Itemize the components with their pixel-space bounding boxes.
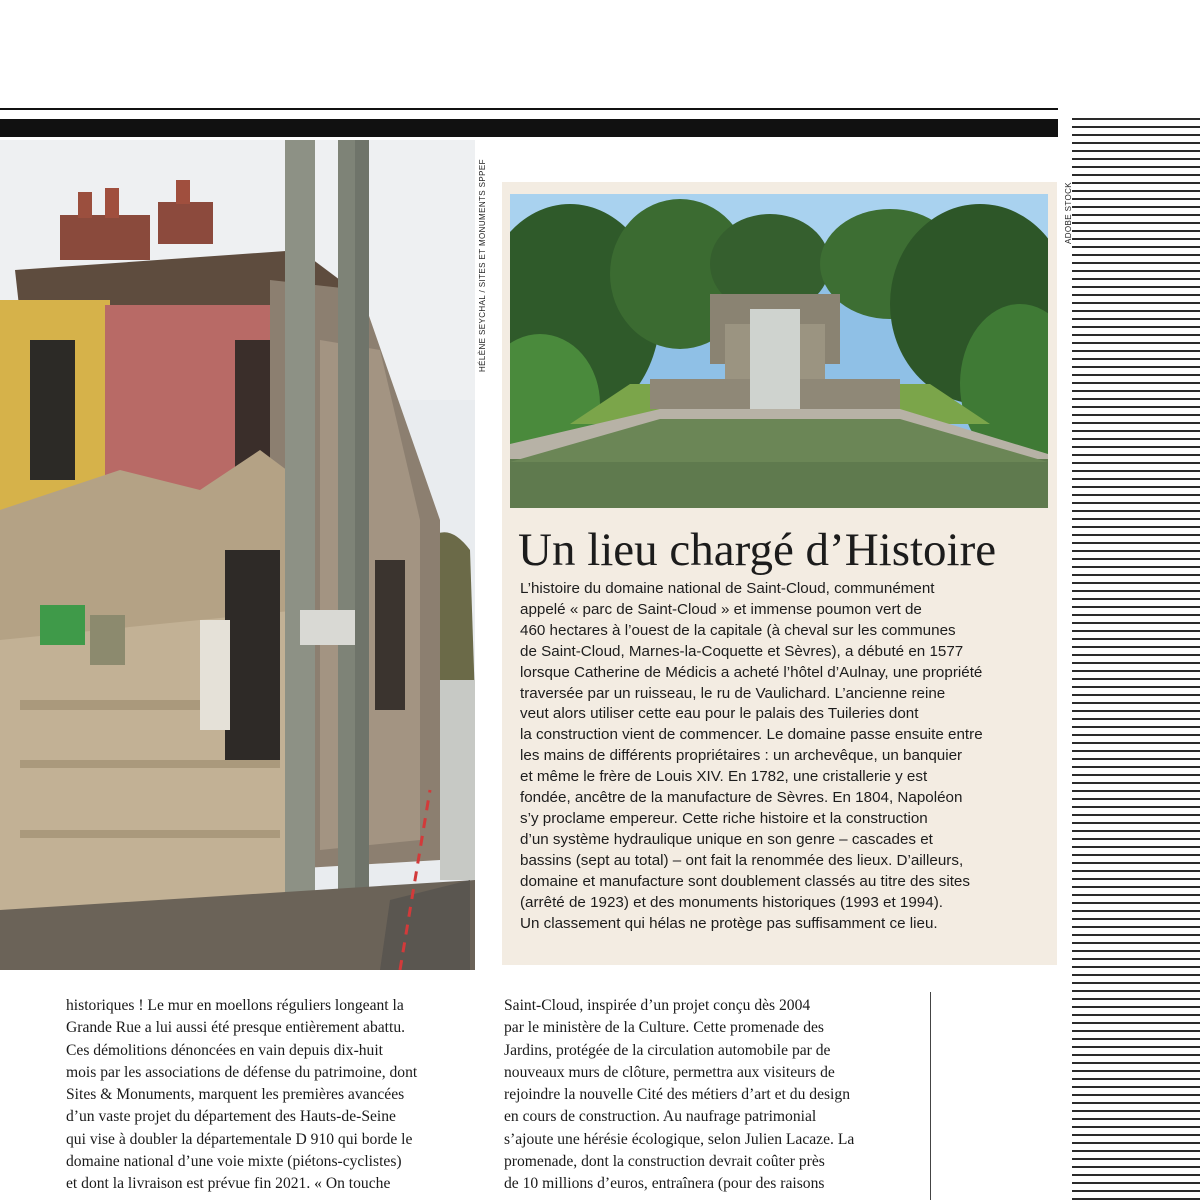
- article-line: qui vise à doubler la départementale D 910 qui borde le: [66, 1130, 413, 1148]
- article-line: et dont la livraison est prévue fin 2021. « On touche: [66, 1175, 391, 1193]
- article-line: de 10 millions d’euros, entraînera (pour des raisons: [504, 1175, 825, 1193]
- article-line: Sites & Monuments, marquent les premières avancées: [66, 1086, 405, 1104]
- sidebar-line: Un classement qui hélas ne protège pas suffisamment ce lieu.: [520, 914, 938, 932]
- right-photo-credit: ADOBE STOCK: [1064, 181, 1073, 244]
- article-line: mois par les associations de défense du patrimoine, dont: [66, 1063, 418, 1081]
- article-line: historiques ! Le mur en moellons réguliers longeant la: [66, 997, 404, 1014]
- article-line: rejoindre la nouvelle Cité des métiers d’art et du design: [504, 1086, 850, 1104]
- left-photo-credit: HÉLÈNE SEYCHAL / SITES ET MONUMENTS SPPEF: [478, 159, 487, 372]
- article-column-left: [66, 995, 478, 1196]
- sidebar-line: traversée par un ruisseau, le ru de Vaulichard. L’ancienne reine: [520, 684, 946, 702]
- article-line: d’un vaste projet du département des Hauts-de-Seine: [66, 1108, 396, 1126]
- article-line: Jardins, protégée de la circulation automobile par de: [504, 1041, 831, 1059]
- article-line: par le ministère de la Culture. Cette promenade des: [504, 1019, 824, 1037]
- demolished-house-photo: [0, 140, 475, 970]
- top-rule-thick: [0, 119, 1058, 137]
- column-divider: [930, 992, 931, 1200]
- sidebar-line: de Saint-Cloud, Marnes-la-Coquette et Sèvres), a débuté en 1577: [520, 642, 964, 660]
- article-line: nouveaux murs de clôture, permettra aux visiteurs de: [504, 1063, 835, 1081]
- article-line: s’ajoute une hérésie écologique, selon Julien Lacaze. La: [504, 1130, 855, 1148]
- sidebar-line: lorsque Catherine de Médicis a acheté l’hôtel d’Aulnay, une propriété: [520, 663, 983, 681]
- article-line: domaine national d’une voie mixte (piétons-cyclistes): [66, 1153, 402, 1171]
- sidebar-line: (arrêté de 1923) et des monuments historiques (1993 et 1994).: [520, 893, 943, 911]
- sidebar-body: [520, 579, 1045, 934]
- sidebar-line: les mains de différents propriétaires : un archevêque, un banquier: [520, 747, 963, 765]
- sidebar-line: la construction vient de commencer. Le domaine passe ensuite entre: [520, 726, 983, 744]
- sidebar-line: appelé « parc de Saint-Cloud » et immense poumon vert de: [520, 600, 922, 618]
- sidebar-line: domaine et manufacture sont doublement classés au titre des sites: [520, 872, 970, 890]
- decorative-stripes: [1072, 112, 1200, 1200]
- sidebar-line: L’histoire du domaine national de Saint-Cloud, communément: [520, 580, 935, 597]
- sidebar-line: et même le frère de Louis XIV. En 1782, une cristallerie y est: [520, 768, 928, 786]
- article-column-right: [504, 995, 924, 1196]
- sidebar-line: d’un système hydraulique unique en son genre – cascades et: [520, 830, 933, 848]
- sidebar-line: 460 hectares à l’ouest de la capitale (à cheval sur les communes: [520, 621, 956, 639]
- top-rule-thin: [0, 108, 1058, 110]
- article-line: promenade, dont la construction devrait coûter près: [504, 1153, 825, 1171]
- sidebar-line: s’y proclame empereur. Cette riche histoire et la construction: [520, 809, 928, 827]
- article-line: en cours de construction. Au naufrage patrimonial: [504, 1108, 817, 1126]
- article-line: Ces démolitions dénoncées en vain depuis dix-huit: [66, 1041, 384, 1059]
- article-line: Saint-Cloud, inspirée d’un projet conçu dès 2004: [504, 997, 811, 1014]
- sidebar-line: fondée, ancêtre de la manufacture de Sèvres. En 1804, Napoléon: [520, 789, 963, 807]
- article-line: Grande Rue a lui aussi été presque entièrement abattu.: [66, 1019, 406, 1037]
- saint-cloud-cascade-photo: [510, 194, 1048, 508]
- sidebar-title: Un lieu chargé d’Histoire: [518, 524, 997, 576]
- sidebar-line: bassins (sept au total) – ont fait la renommée des lieux. D’ailleurs,: [520, 851, 964, 869]
- sidebar-line: veut alors utiliser cette eau pour le palais des Tuileries dont: [520, 705, 919, 723]
